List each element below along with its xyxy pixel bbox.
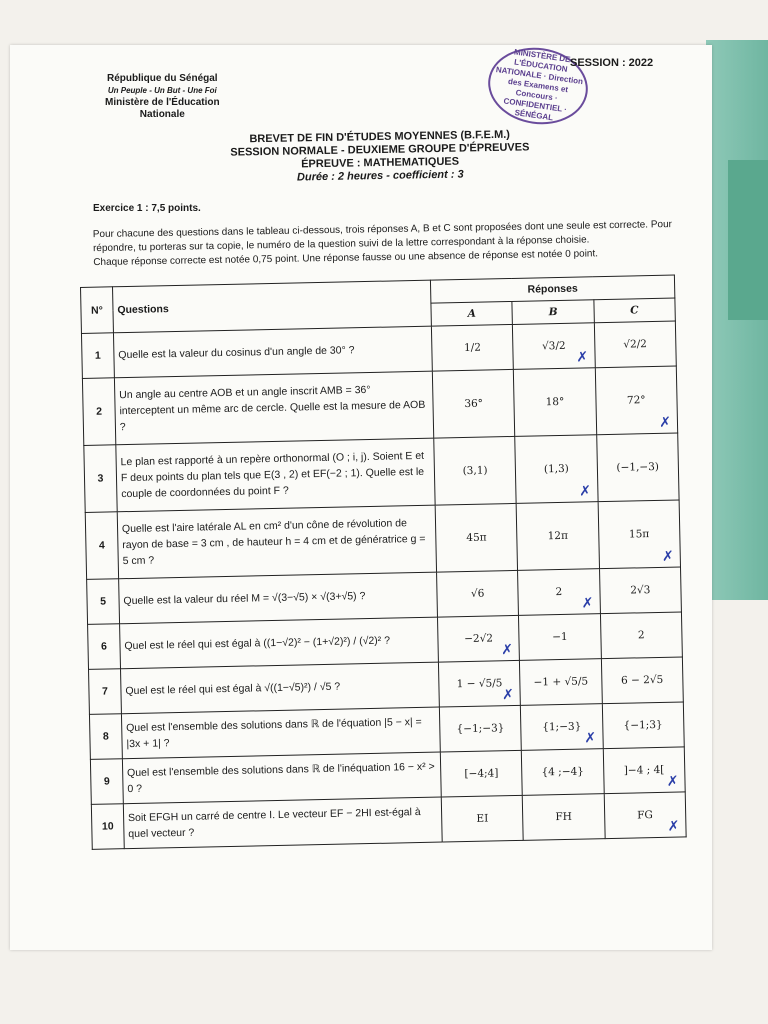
intro-paragraph: Pour chacune des questions dans le tableau ci-dessous, trois réponses A, B et C sont proposées dont une seule est correcte. Pour répondre, tu porteras sur ta copie, le numéro de la question suivi de la lettre correspondant à la réponse choisie. <box>92 219 673 255</box>
answer-a <box>437 570 519 617</box>
title-line-3: ÉPREUVE : MATHEMATIQUES <box>301 155 460 171</box>
question-number <box>89 669 122 715</box>
answer-c <box>595 366 678 435</box>
answer-c <box>598 500 681 569</box>
answer-a <box>439 705 521 752</box>
answer-c-text: ]−4 ; 4[ <box>623 763 665 777</box>
answer-b-text: (1,3) <box>543 462 569 476</box>
answer-c <box>596 433 679 502</box>
answer-a-text: 36° <box>464 397 484 410</box>
answer-a-text: (3,1) <box>462 464 488 478</box>
answer-a-text: [−4;4] <box>464 767 499 781</box>
question-text <box>117 505 436 579</box>
table-row <box>84 433 679 512</box>
question-number <box>87 579 120 625</box>
question-text <box>114 371 433 445</box>
answer-c <box>604 792 686 839</box>
question-number <box>90 759 123 805</box>
answer-b <box>515 435 598 504</box>
country: République du Sénégal <box>107 73 218 84</box>
question-text <box>123 797 442 849</box>
motto: Un Peuple - Un But - Une Foi <box>107 86 217 95</box>
answer-b-text: FH <box>555 810 573 824</box>
answer-a-text: √6 <box>470 587 485 600</box>
answer-a-text: {−1;−3} <box>456 722 505 736</box>
answer-b <box>518 569 600 616</box>
answer-c-text: (−1,−3) <box>616 460 660 474</box>
question-text <box>113 326 432 378</box>
question-text-text: Quelle est la valeur du cosinus d'un angle de 30° ? <box>118 344 355 362</box>
answer-a-text: 45π <box>466 531 487 544</box>
answer-b-text: −1 + √5/5 <box>533 675 589 689</box>
handwritten-cross-mark: ✗ <box>576 349 589 366</box>
handwritten-cross-mark: ✗ <box>581 595 594 612</box>
answer-a-text: 1/2 <box>463 341 482 354</box>
question-number-text: 7 <box>101 685 108 698</box>
answer-b-text: {4 ;−4} <box>541 765 585 779</box>
answer-b-text: {1;−3} <box>542 720 582 734</box>
header-b: B <box>512 300 594 325</box>
session-label: SESSION : 2022 <box>570 57 654 69</box>
answer-c <box>601 657 683 704</box>
answer-c-text: 15π <box>628 528 650 541</box>
question-number <box>89 714 122 760</box>
answer-b-text: 18° <box>545 395 565 409</box>
question-text <box>116 438 435 512</box>
question-number-text: 6 <box>100 640 108 653</box>
header-num: N° <box>81 287 114 334</box>
header-a: A <box>431 301 513 326</box>
answer-a <box>432 369 515 438</box>
question-text-text: Soit EFGH un carré de centre I. Le vecteur EF − 2HI est-égal à quel vecteur ? <box>127 805 421 841</box>
ministry: Ministère de l'Éducation <box>105 97 220 108</box>
answer-a <box>431 324 513 371</box>
handwritten-cross-mark: ✗ <box>661 548 674 565</box>
answer-b <box>516 502 599 571</box>
question-text-text: Quel est le réel qui est égal à ((1−√2)² − (1+√2)²) / (√2)² ? <box>124 634 391 653</box>
exam-titles <box>210 128 551 186</box>
question-number-text: 8 <box>102 730 109 743</box>
question-number-text: 1 <box>94 349 101 362</box>
answer-a <box>438 660 520 707</box>
stamp-text: MINISTÈRE DE L'ÉDUCATION NATIONALE · Direction des Examens et Concours · CONFIDENTIEL · SÉNÉGAL <box>495 47 584 123</box>
title-line-1: BREVET DE FIN D'ÉTUDES MOYENNES (B.F.E.M.) <box>249 128 511 146</box>
answer-b <box>514 368 597 437</box>
answer-c <box>602 702 684 749</box>
answer-c <box>599 567 681 614</box>
handwritten-cross-mark: ✗ <box>667 818 680 835</box>
answer-b <box>523 794 605 841</box>
question-text-text: Quel est l'ensemble des solutions dans ℝ de l'inéquation 16 − x² > 0 ? <box>126 760 435 796</box>
answer-b <box>521 704 603 751</box>
question-number-text: 3 <box>97 472 104 485</box>
header-c: C <box>594 298 676 323</box>
handwritten-cross-mark: ✗ <box>501 642 514 659</box>
question-text-text: Un angle au centre AOB et un angle inscrit AMB = 36° interceptent un même arc de cercle. Quelle est la mesure de AOB ? <box>119 383 426 434</box>
handwritten-cross-mark: ✗ <box>659 414 672 431</box>
question-text-text: Quel est le réel qui est égal à √((1−√5)²) / √5 ? <box>125 680 341 698</box>
handwritten-cross-mark: ✗ <box>666 773 679 790</box>
table-row <box>85 500 680 579</box>
question-text-text: Le plan est rapporté à un repère orthonormal (O ; i, j). Soient E et F deux points du plan tels que E(3 , 2) et EF(−2 ; 1). Quelle est le couple de coordonnées du point F ? <box>120 449 425 501</box>
answer-a <box>434 436 517 505</box>
answer-b <box>520 659 602 706</box>
title-line-2: SESSION NORMALE - DEUXIEME GROUPE D'ÉPREUVES <box>230 141 530 159</box>
question-number-text: 10 <box>101 820 114 833</box>
exam-sheet <box>10 45 712 950</box>
question-number-text: 5 <box>99 595 107 608</box>
answer-b <box>519 614 601 661</box>
answer-c <box>603 747 685 794</box>
question-number-text: 9 <box>103 775 110 788</box>
answer-b-text: −1 <box>552 630 568 644</box>
answer-c-text: FG <box>637 809 653 822</box>
intro-scoring: Chaque réponse correcte est notée 0,75 point. Une réponse fausse ou une absence de réponse est notée 0 point. <box>93 248 599 269</box>
question-number <box>82 378 115 446</box>
question-text <box>119 572 438 624</box>
answer-b-text: 2 <box>555 585 563 599</box>
answer-c-text: 2 <box>637 629 645 642</box>
answer-b-text: 12π <box>547 529 569 543</box>
table-body <box>81 321 686 849</box>
answer-c-text: {−1;3} <box>623 718 663 732</box>
question-text <box>122 752 441 804</box>
header-questions: Questions <box>112 280 431 333</box>
question-text-text: Quelle est la valeur du réel M = √(3−√5) × √(3+√5) ? <box>123 590 366 608</box>
answer-b-text: √3/2 <box>541 339 566 353</box>
question-text-text: Quel est l'ensemble des solutions dans ℝ de l'équation |5 − x| = |3x + 1| ? <box>126 715 422 751</box>
answer-a <box>441 795 523 842</box>
question-number-text: 2 <box>96 405 103 418</box>
answer-a-text: −2√2 <box>464 632 494 646</box>
answer-c <box>600 612 682 659</box>
handwritten-cross-mark: ✗ <box>584 730 597 747</box>
question-number <box>88 624 121 670</box>
answer-c-text: 72° <box>626 394 646 407</box>
ministry-2: Nationale <box>139 109 185 120</box>
answer-b <box>513 323 595 370</box>
answer-b <box>522 749 604 796</box>
answer-a-text: EI <box>476 812 489 825</box>
question-text <box>120 662 439 714</box>
handwritten-cross-mark: ✗ <box>579 483 592 500</box>
question-text-text: Quelle est l'aire latérale AL en cm² d'un cône de révolution de rayon de base = 3 cm , de hauteur h = 4 cm et de génératrice g = 5 cm ? <box>121 517 426 568</box>
question-number <box>84 445 117 513</box>
answer-c-text: 6 − 2√5 <box>620 673 664 687</box>
question-number <box>81 333 114 379</box>
question-number <box>85 512 118 580</box>
question-text <box>121 707 440 759</box>
table-row <box>82 366 677 445</box>
answer-a-text: 1 − √5/5 <box>456 677 503 691</box>
green-paper-edge <box>706 40 768 600</box>
official-stamp <box>483 41 593 130</box>
header-left <box>105 73 220 121</box>
question-number <box>91 804 124 850</box>
questions-table <box>80 275 687 850</box>
answer-c <box>594 321 676 368</box>
handwritten-cross-mark: ✗ <box>502 687 515 704</box>
answer-c-text: √2/2 <box>623 338 648 351</box>
answer-a <box>435 503 518 572</box>
question-text <box>119 617 438 669</box>
exercise-title: Exercice 1 : 7,5 points. <box>93 203 201 214</box>
answer-a <box>440 750 522 797</box>
title-duree: Durée : 2 heures - coefficient : 3 <box>296 168 464 184</box>
answer-c-text: 2√3 <box>630 584 651 597</box>
header-reponses: Réponses <box>430 275 674 303</box>
exercise-intro <box>93 218 684 270</box>
green-paper-edge-2 <box>728 160 768 320</box>
answer-a <box>437 615 519 662</box>
question-number-text: 4 <box>98 539 105 552</box>
